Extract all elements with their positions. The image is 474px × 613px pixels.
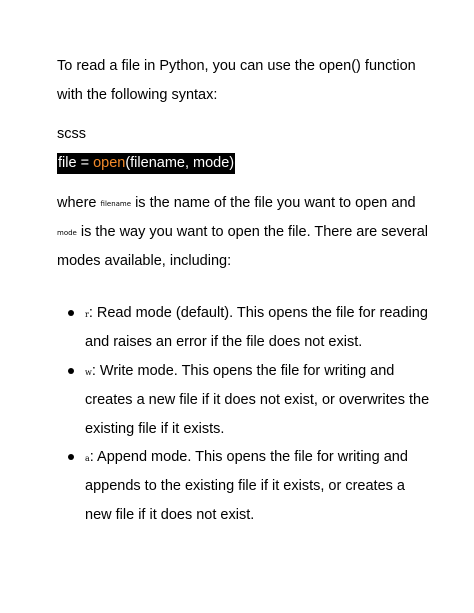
intro-line-1: To read a file in Python, you can use the open() function [57, 58, 416, 74]
code-block [57, 153, 235, 174]
code-suffix: (filename, mode) [125, 155, 235, 171]
code-keyword: open [93, 155, 126, 171]
mode-w-line-2: creates a new file if it does not exist, or overwrites the [85, 392, 430, 408]
mode-a-line-3: new file if it does not exist. [85, 507, 255, 523]
mode-a-text: : Append mode. This opens the file for writing and [89, 449, 408, 465]
explanation-line-1 [57, 193, 416, 214]
mode-w-text: : Write mode. This opens the file for writing and [91, 363, 395, 379]
explanation-line-2 [57, 222, 428, 243]
explanation-line-2-rest: is the way you want to open the file. There are several [76, 224, 429, 240]
mode-code-r: r [85, 310, 89, 319]
mode-code-a: a [85, 454, 90, 463]
list-bullet [68, 310, 74, 316]
mode-code-w: w [85, 368, 92, 377]
explanation-where: where [57, 195, 101, 211]
explanation-line-3: modes available, including: [57, 253, 232, 269]
mode-r-text: : Read mode (default). This opens the file for reading [88, 305, 428, 321]
inline-code-mode: mode [57, 229, 77, 237]
code-prefix: file = [58, 155, 94, 171]
mode-a-line-1 [85, 447, 408, 469]
mode-w-line-3: existing file if it exists. [85, 421, 225, 437]
intro-line-2: with the following syntax: [57, 87, 218, 103]
list-bullet [68, 368, 74, 374]
list-bullet [68, 454, 74, 460]
mode-w-line-1 [85, 361, 394, 383]
explanation-line-1-rest: is the name of the file you want to open and [131, 195, 416, 211]
code-language-label: scss [57, 126, 86, 142]
mode-r-line-2: and raises an error if the file does not exist. [85, 334, 363, 350]
mode-r-line-1 [85, 303, 428, 325]
inline-code-filename: filename [100, 200, 132, 208]
mode-a-line-2: appends to the existing file if it exists, or creates a [85, 478, 405, 494]
